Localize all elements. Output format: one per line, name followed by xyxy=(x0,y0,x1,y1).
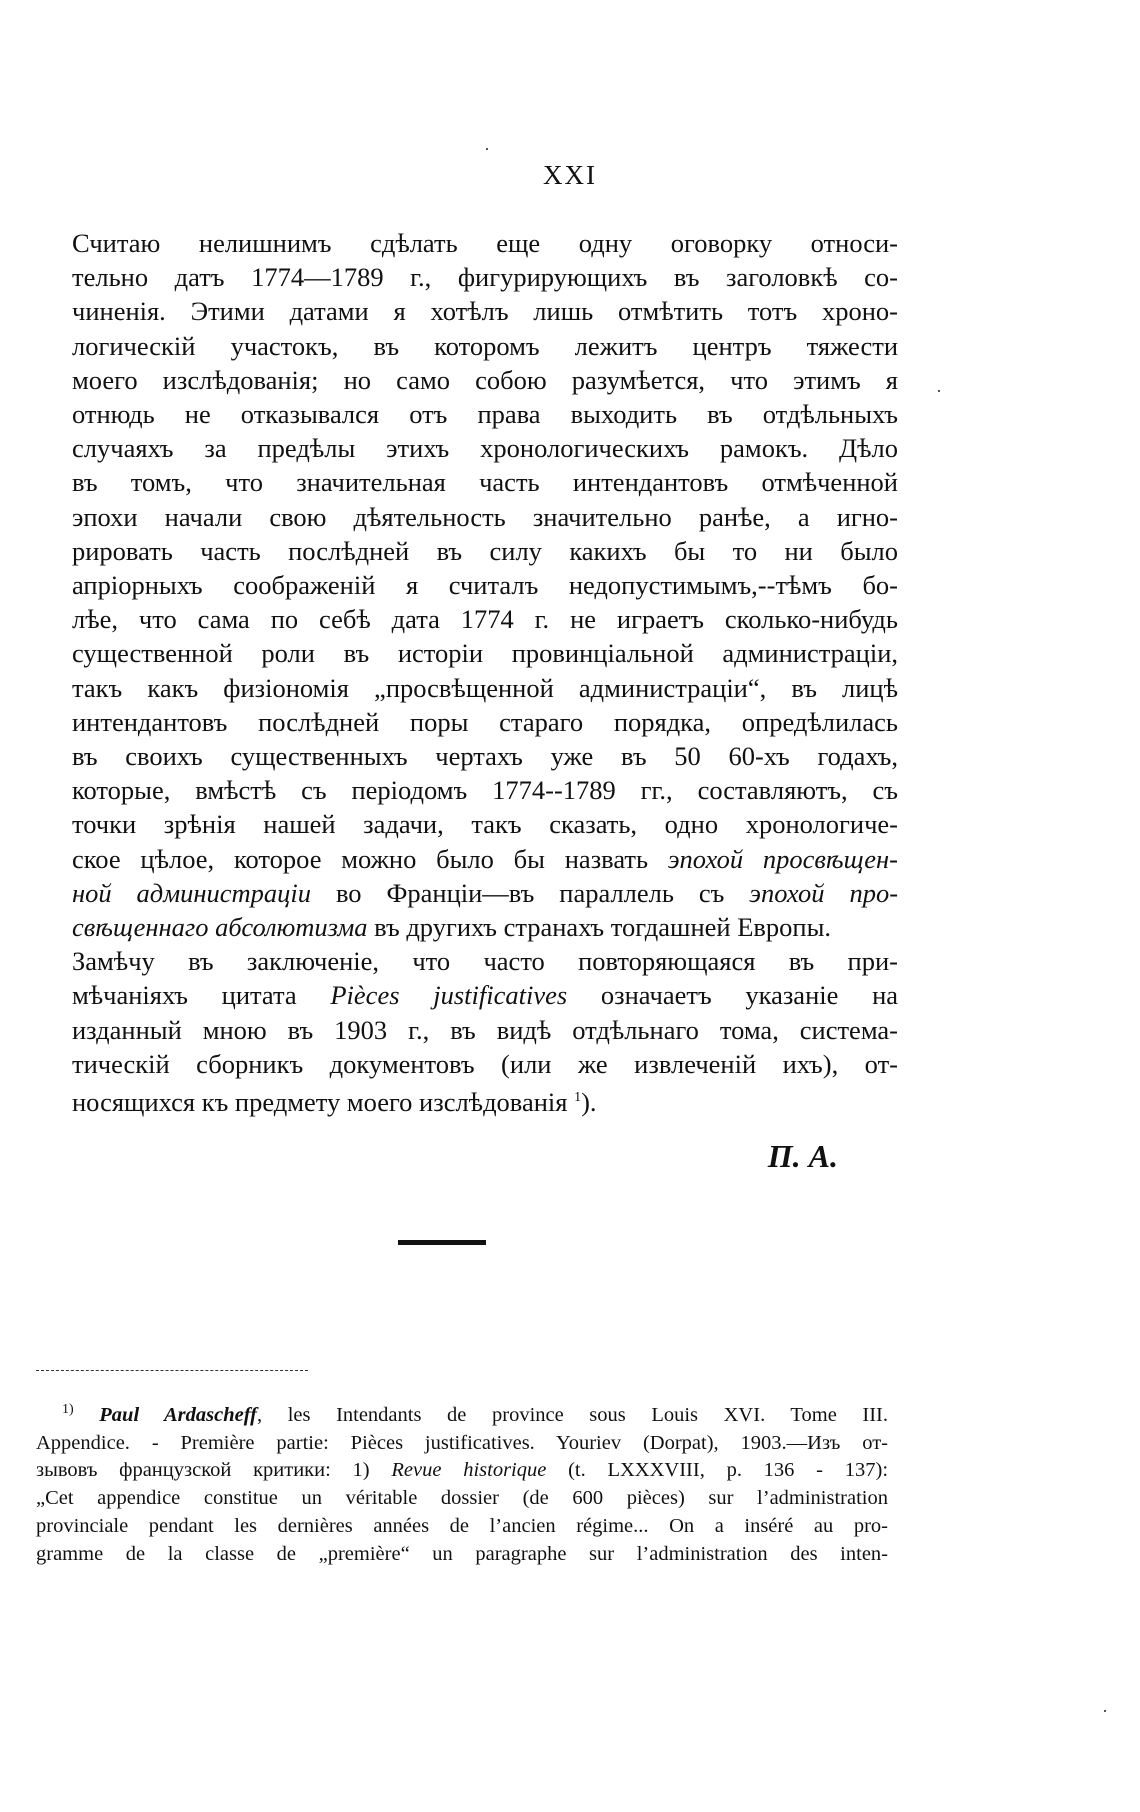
text-line: изданный мною въ 1903 г., въ видѣ отдѣльнаго тома, система- xyxy=(72,1014,898,1045)
footnote-line xyxy=(36,1457,888,1485)
page-number: XXI xyxy=(543,160,597,190)
footnote-line: gramme de la classe de „première“ un paragraphe sur l’administration des inten- xyxy=(36,1542,888,1565)
text-line xyxy=(72,842,898,876)
text-line: апріорныхъ соображеній я считалъ недопустимымъ,--тѣмъ бо- xyxy=(72,570,898,601)
text-line: логическій участокъ, въ которомъ лежитъ центръ тяжести xyxy=(72,330,898,361)
text-line: которые, вмѣстѣ съ періодомъ 1774--1789 гг., составляютъ, съ xyxy=(72,775,898,806)
text-line: тельно датъ 1774—1789 г., фигурирующихъ въ заголовкѣ со- xyxy=(72,262,898,293)
text-line: чиненія. Этими датами я хотѣлъ лишь отмѣтить тотъ хроно- xyxy=(72,296,898,327)
italic-phrase: ной администраціи xyxy=(72,877,312,908)
journal-title: Revue historique xyxy=(391,1459,547,1482)
print-speck xyxy=(1104,1710,1106,1712)
text-line: случаяхъ за предѣлы этихъ хронологическихъ рамокъ. Дѣло xyxy=(72,433,898,464)
text-line xyxy=(72,978,898,1012)
text-line: въ своихъ существенныхъ чертахъ уже въ 50 60-хъ годахъ, xyxy=(72,741,898,772)
text-fragment: мѣчаніяхъ цитата xyxy=(72,980,297,1011)
text-line: лѣе, что сама по себѣ дата 1774 г. не играетъ сколько-нибудь xyxy=(72,604,898,635)
text-line: въ томъ, что значительная часть интендантовъ отмѣченной xyxy=(72,467,898,498)
italic-phrase: эпохой просвѣщен- xyxy=(667,843,899,874)
print-speck xyxy=(938,390,940,392)
section-rule xyxy=(398,1240,486,1245)
print-speck xyxy=(486,148,488,150)
text-line: Считаю нелишнимъ сдѣлать еще одну оговорку относи- xyxy=(72,228,898,258)
footnote-number: 1) xyxy=(62,1402,74,1417)
text-line xyxy=(72,910,898,944)
italic-phrase: эпохой про- xyxy=(749,877,899,908)
text-fragment: ). xyxy=(581,1086,597,1117)
text-fragment: означаетъ указаніе на xyxy=(600,980,899,1011)
text-line xyxy=(72,876,898,910)
signature: П. А. xyxy=(767,1138,838,1174)
text-fragment: , les Intendants de province sous Louis XVI. Tome III. xyxy=(256,1403,888,1426)
footnote-line: Appendice. - Première partie: Pièces justificatives. Youriev (Dorpat), 1903.—Изъ от- xyxy=(36,1431,888,1454)
body-text xyxy=(72,226,898,1119)
footnote-rule xyxy=(36,1370,308,1371)
footnote xyxy=(36,1396,888,1569)
text-line: интендантовъ послѣдней поры стараго порядка, опредѣлилась xyxy=(72,706,898,737)
footnote-line: provinciale pendant les dernières années de l’ancien régime... On a inséré au pro- xyxy=(36,1515,888,1538)
text-fragment: носящихся къ предмету моего изслѣдованія xyxy=(72,1086,568,1117)
text-fragment: въ другихъ странахъ тогдашней Европы. xyxy=(374,912,832,943)
text-line: точки зрѣнія нашей задачи, такъ сказать, одно хронологиче- xyxy=(72,809,898,840)
text-line: Замѣчу въ заключеніе, что часто повторяющаяся въ при- xyxy=(72,946,898,977)
text-line xyxy=(72,1081,898,1119)
text-fragment: зывовъ французской критики: 1) xyxy=(36,1459,370,1482)
text-line: тическій сборникъ документовъ (или же извлеченій ихъ), от- xyxy=(72,1048,898,1079)
footnote-line: „Cet appendice constitue un véritable dossier (de 600 pièces) sur l’administration xyxy=(36,1487,888,1510)
footnote-author: Paul Ardascheff xyxy=(99,1403,257,1426)
footnote-marker: 1 xyxy=(574,1090,582,1106)
text-line: моего изслѣдованія; но само собою разумѣется, что этимъ я xyxy=(72,364,898,395)
text-fragment: ское цѣлое, которое можно было бы назвать xyxy=(72,843,649,874)
text-fragment: (t. LXXXVIII, p. 136 - 137): xyxy=(568,1459,889,1482)
text-fragment: во Франціи—въ параллель съ xyxy=(335,877,725,908)
italic-phrase: Pièces justificatives xyxy=(330,980,568,1011)
footnote-line xyxy=(36,1396,888,1430)
text-line: отнюдь не отказывался отъ права выходить въ отдѣльныхъ xyxy=(72,399,898,430)
text-line: такъ какъ физіономія „просвѣщенной администраціи“, въ лицѣ xyxy=(72,672,898,703)
text-line: существенной роли въ исторіи провинціальной администраціи, xyxy=(72,638,898,669)
text-line: рировать часть послѣдней въ силу какихъ бы то ни было xyxy=(72,535,898,566)
text-line: эпохи начали свою дѣятельность значительно ранѣе, а игно- xyxy=(72,501,898,532)
italic-phrase: свѣщеннаго абсолютизма xyxy=(72,912,368,943)
